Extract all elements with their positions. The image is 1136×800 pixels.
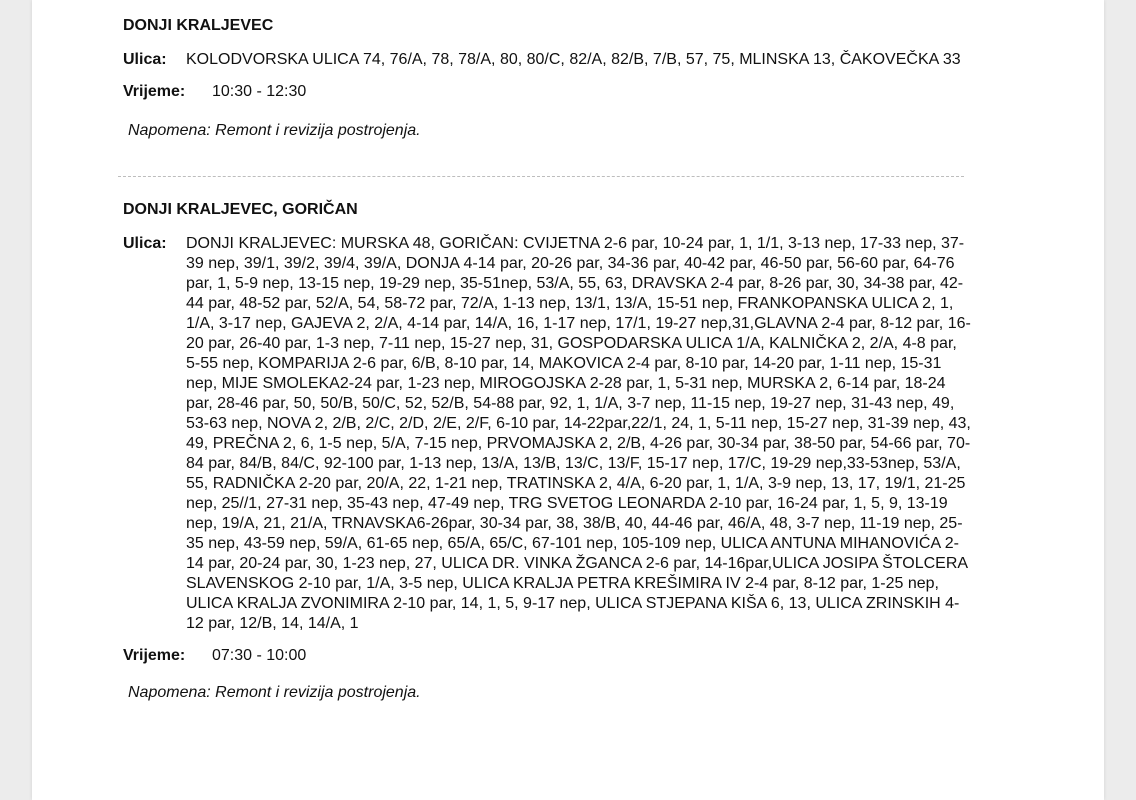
section-divider [118, 176, 964, 177]
note-text: Napomena: Remont i revizija postrojenja. [128, 122, 421, 139]
outage-entry [123, 16, 973, 141]
street-row [123, 234, 973, 634]
street-label: Ulica: [123, 235, 167, 252]
outage-entry [123, 200, 973, 703]
street-list: DONJI KRALJEVEC: MURSKA 48, GORIČAN: CVIJETNA 2-6 par, 10-24 par, 1, 1/1, 3-13 nep, 17-33 nep, 37-39 nep, 39/1, 39/2, 39/4, 39/A, DONJA 4-14 par, 20-26 par, 34-36 par, 40-42 par, 46-50 par, 56-60 par, 64-76 par, 1, 5-9 nep, 13-15 nep, 19-29 nep, 35-51nep, 53/A, 55, 63, DRAVSKA 2-4 par, 8-26 par, 30, 34-38 par, 42-44 par, 48-52 par, 52/A, 54, 58-72 par, 72/A, 1-13 nep, 13/1, 13/A, 15-51 nep, FRANKOPANSKA ULICA 2, 1, 1/A, 3-17 nep, GAJEVA 2, 2/A, 4-14 par, 14/A, 16, 1-17 nep, 17/1, 19-27 nep,31,GLAVNA 2-4 par, 8-12 par, 16-20 par, 26-40 par, 1-3 nep, 7-11 nep, 15-27 nep, 31, GOSPODARSKA ULICA 1/A, KALNIČKA 2, 2/A, 4-8 par, 5-55 nep, KOMPARIJA 2-6 par, 6/B, 8-10 par, 14, MAKOVICA 2-4 par, 8-10 par, 14-20 par, 1-11 nep, 15-31 nep, MIJE SMOLEKA2-24 par, 1-23 nep, MIROGOJSKA 2-28 par, 1, 5-31 nep, MURSKA 2, 6-14 par, 18-24 par, 28-46 par, 50, 50/B, 50/C, 52, 52/B, 54-88 par, 92, 1, 1/A, 3-7 nep, 11-15 nep, 19-27 nep, 31-43 nep, 49, 53-63 nep, NOVA 2, 2/B, 2/C, 2/D, 2/E, 2/F, 6-10 par, 14-22par,22/1, 24, 1, 5-11 nep, 15-27 nep, 31-39 nep, 43, 49, PREČNA 2, 6, 1-5 nep, 5/A, 7-15 nep, PRVOMAJSKA 2, 2/B, 4-26 par, 30-34 par, 38-50 par, 54-66 par, 70-84 par, 84/B, 84/C, 92-100 par, 1-13 nep, 13/A, 13/B, 13/C, 13/F, 15-17 nep, 17/C, 19-29 nep,33-53nep, 53/A, 55, RADNIČKA 2-20 par, 20/A, 22, 1-21 nep, TRATINSKA 2, 4/A, 6-20 par, 1, 1/A, 3-9 nep, 13, 17, 19/1, 21-25 nep, 25//1, 27-31 nep, 35-43 nep, 47-49 nep, TRG SVETOG LEONARDA 2-10 par, 16-24 par, 1, 5, 9, 13-19 nep, 19/A, 21, 21/A, TRNAVSKA6-26par, 30-34 par, 38, 38/B, 40, 44-46 par, 46/A, 48, 3-7 nep, 11-19 nep, 25-35 nep, 43-59 nep, 59/A, 61-65 nep, 65/A, 65/C, 67-101 nep, 105-109 nep, ULICA ANTUNA MIHANOVIĆA 2-14 par, 20-24 par, 30, 1-23 nep, 27, ULICA DR. VINKA ŽGANCA 2-6 par, 14-16par,ULICA JOSIPA ŠTOLCERA SLAVENSKOG 2-10 par, 1/A, 3-5 nep, ULICA KRALJA PETRA KREŠIMIRA IV 2-4 par, 8-12 par, 1-25 nep, ULICA KRALJA ZVONIMIRA 2-10 par, 14, 1, 5, 9-17 nep, ULICA STJEPANA KIŠA 6, 13, ULICA ZRINSKIH 4-12 par, 12/B, 14, 14/A, 1 [186, 235, 971, 632]
street-list: KOLODVORSKA ULICA 74, 76/A, 78, 78/A, 80, 80/C, 82/A, 82/B, 7/B, 57, 75, MLINSKA 13, ČAKOVEČKA 33 [186, 51, 961, 68]
time-row [123, 646, 973, 666]
time-value: 10:30 - 12:30 [212, 83, 307, 100]
street-label: Ulica: [123, 51, 167, 68]
time-label: Vrijeme: [123, 647, 186, 664]
time-label: Vrijeme: [123, 83, 186, 100]
place-heading: DONJI KRALJEVEC, GORIČAN [123, 201, 358, 218]
document-page [32, 0, 1104, 800]
note-text: Napomena: Remont i revizija postrojenja. [128, 684, 421, 701]
time-value: 07:30 - 10:00 [212, 647, 307, 664]
street-row [123, 50, 973, 70]
place-heading: DONJI KRALJEVEC [123, 17, 274, 34]
time-row [123, 82, 973, 102]
